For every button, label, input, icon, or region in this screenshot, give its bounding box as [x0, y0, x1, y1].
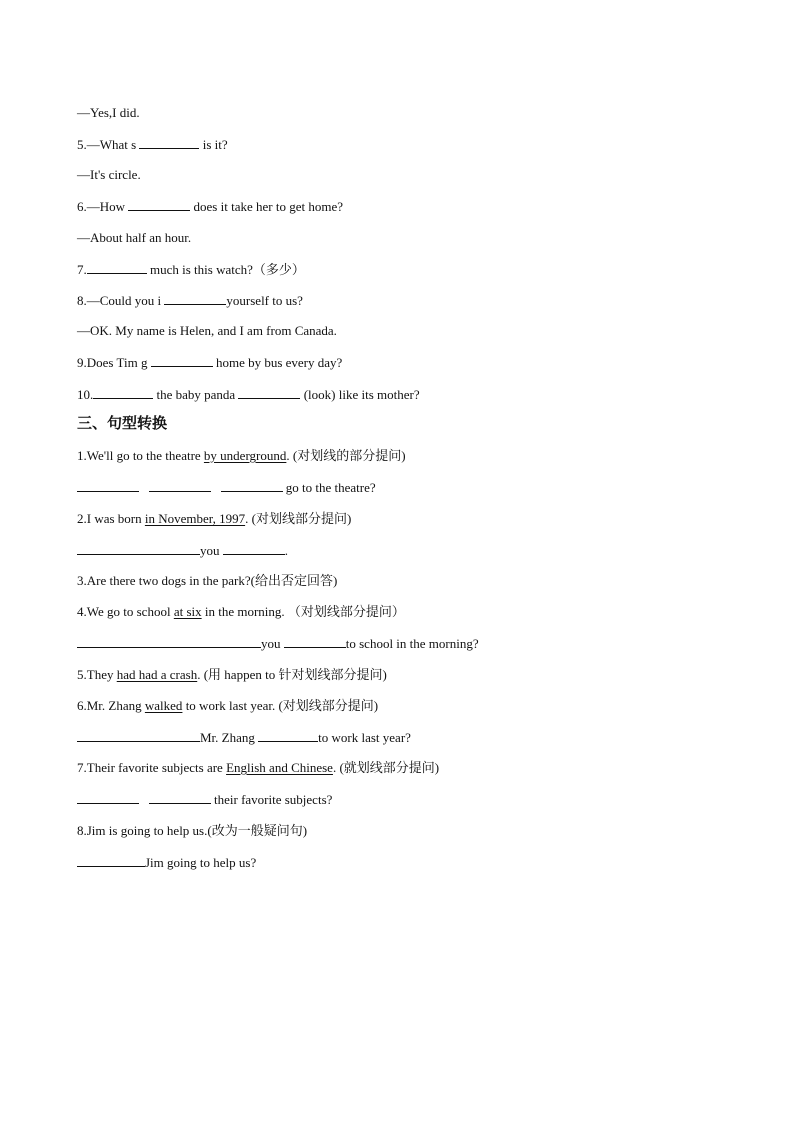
- answer-text: —About half an hour.: [77, 230, 192, 245]
- question-text: . (对划线的部分提问): [286, 448, 406, 463]
- question-10: [77, 386, 420, 403]
- transform-answer-6: [77, 729, 411, 746]
- underlined-phrase: had had a crash: [116, 667, 198, 682]
- answer-text: you: [261, 636, 284, 651]
- answer-line: [77, 323, 337, 339]
- transform-question-5: [77, 667, 387, 683]
- question-text: . (就划线部分提问): [332, 760, 440, 775]
- answer-blank[interactable]: [238, 386, 300, 399]
- question-text: 7.: [77, 262, 87, 277]
- answer-blank[interactable]: [77, 479, 139, 492]
- question-text: 1.We'll go to the theatre: [77, 448, 204, 463]
- answer-blank[interactable]: [77, 791, 139, 804]
- underlined-phrase: by underground: [203, 448, 287, 463]
- transform-answer-2: [77, 542, 288, 559]
- answer-line: [77, 230, 191, 246]
- underlined-phrase: at six: [173, 604, 202, 619]
- answer-blank[interactable]: [77, 542, 200, 555]
- answer-text: .: [284, 543, 288, 558]
- question-text: 7.Their favorite subjects are: [77, 760, 227, 775]
- transform-answer-8: [77, 854, 256, 871]
- transform-answer-7: [77, 791, 332, 808]
- underlined-phrase: English and Chinese: [226, 760, 333, 775]
- question-text: yourself to us?: [226, 293, 303, 308]
- answer-blank[interactable]: [258, 729, 318, 742]
- question-text: 8.Jim is going to help us.(改为一般疑问句): [77, 823, 308, 838]
- answer-text: Mr. Zhang: [200, 730, 259, 745]
- question-text: 4.We go to school: [77, 604, 174, 619]
- answer-blank[interactable]: [93, 386, 153, 399]
- question-text: 3.Are there two dogs in the park?(给出否定回答): [77, 573, 338, 588]
- answer-blank[interactable]: [139, 136, 199, 149]
- question-text: home by bus every day?: [212, 355, 343, 370]
- question-text: 6.—How: [77, 199, 129, 214]
- answer-text: Jim going to help us?: [145, 855, 257, 870]
- underlined-phrase: walked: [144, 698, 183, 713]
- underlined-phrase: in November, 1997: [144, 511, 246, 526]
- question-text: does it take her to get home?: [190, 199, 343, 214]
- transform-question-2: [77, 511, 351, 527]
- answer-blank[interactable]: [87, 261, 147, 274]
- transform-question-6: [77, 698, 378, 714]
- question-text: 2.I was born: [77, 511, 145, 526]
- answer-blank[interactable]: [164, 292, 226, 305]
- answer-line: [77, 167, 141, 183]
- question-text: much is this watch?（多少）: [146, 262, 305, 277]
- section-heading: 三、句型转换: [77, 414, 168, 432]
- question-text: 10.: [77, 387, 94, 402]
- answer-blank[interactable]: [149, 479, 211, 492]
- question-text: 8.—Could you i: [77, 293, 165, 308]
- answer-blank[interactable]: [221, 479, 283, 492]
- answer-blank[interactable]: [77, 635, 261, 648]
- question-7: [77, 261, 305, 278]
- transform-question-3: [77, 573, 337, 589]
- answer-blank[interactable]: [149, 791, 211, 804]
- answer-blank[interactable]: [284, 635, 346, 648]
- question-text: . (对划线部分提问): [245, 511, 352, 526]
- question-6: [77, 198, 343, 215]
- answer-blank[interactable]: [151, 354, 213, 367]
- answer-blank[interactable]: [77, 729, 200, 742]
- question-text: in the morning. （对划线部分提问）: [201, 604, 405, 619]
- question-text: (look) like its mother?: [300, 387, 420, 402]
- answer-text: to school in the morning?: [345, 636, 479, 651]
- answer-text: —Yes,I did.: [77, 105, 140, 120]
- answer-text: you: [200, 543, 223, 558]
- answer-blank[interactable]: [128, 198, 190, 211]
- question-text: 5.—What s: [77, 137, 140, 152]
- transform-question-7: [77, 760, 439, 776]
- question-9: [77, 354, 342, 371]
- answer-text: go to the theatre?: [282, 480, 376, 495]
- transform-answer-1: [77, 479, 376, 496]
- answer-blank[interactable]: [223, 542, 285, 555]
- question-text: is it?: [199, 137, 228, 152]
- answer-text: their favorite subjects?: [210, 792, 333, 807]
- answer-text: to work last year?: [318, 730, 411, 745]
- question-5: [77, 136, 228, 153]
- question-text: 9.Does Tim g: [77, 355, 151, 370]
- transform-question-4: [77, 604, 405, 620]
- question-text: the baby panda: [153, 387, 239, 402]
- answer-text: —OK. My name is Helen, and I am from Canada.: [77, 323, 337, 338]
- answer-blank[interactable]: [77, 854, 145, 867]
- question-text: to work last year. (对划线部分提问): [182, 698, 379, 713]
- transform-question-8: [77, 823, 307, 839]
- question-text: . (用 happen to 针对划线部分提问): [197, 667, 387, 682]
- question-text: 5.They: [77, 667, 117, 682]
- transform-answer-4: [77, 635, 479, 652]
- question-8: [77, 292, 303, 309]
- answer-line: [77, 105, 140, 121]
- question-text: 6.Mr. Zhang: [77, 698, 145, 713]
- transform-question-1: [77, 448, 406, 464]
- answer-text: —It's circle.: [77, 167, 141, 182]
